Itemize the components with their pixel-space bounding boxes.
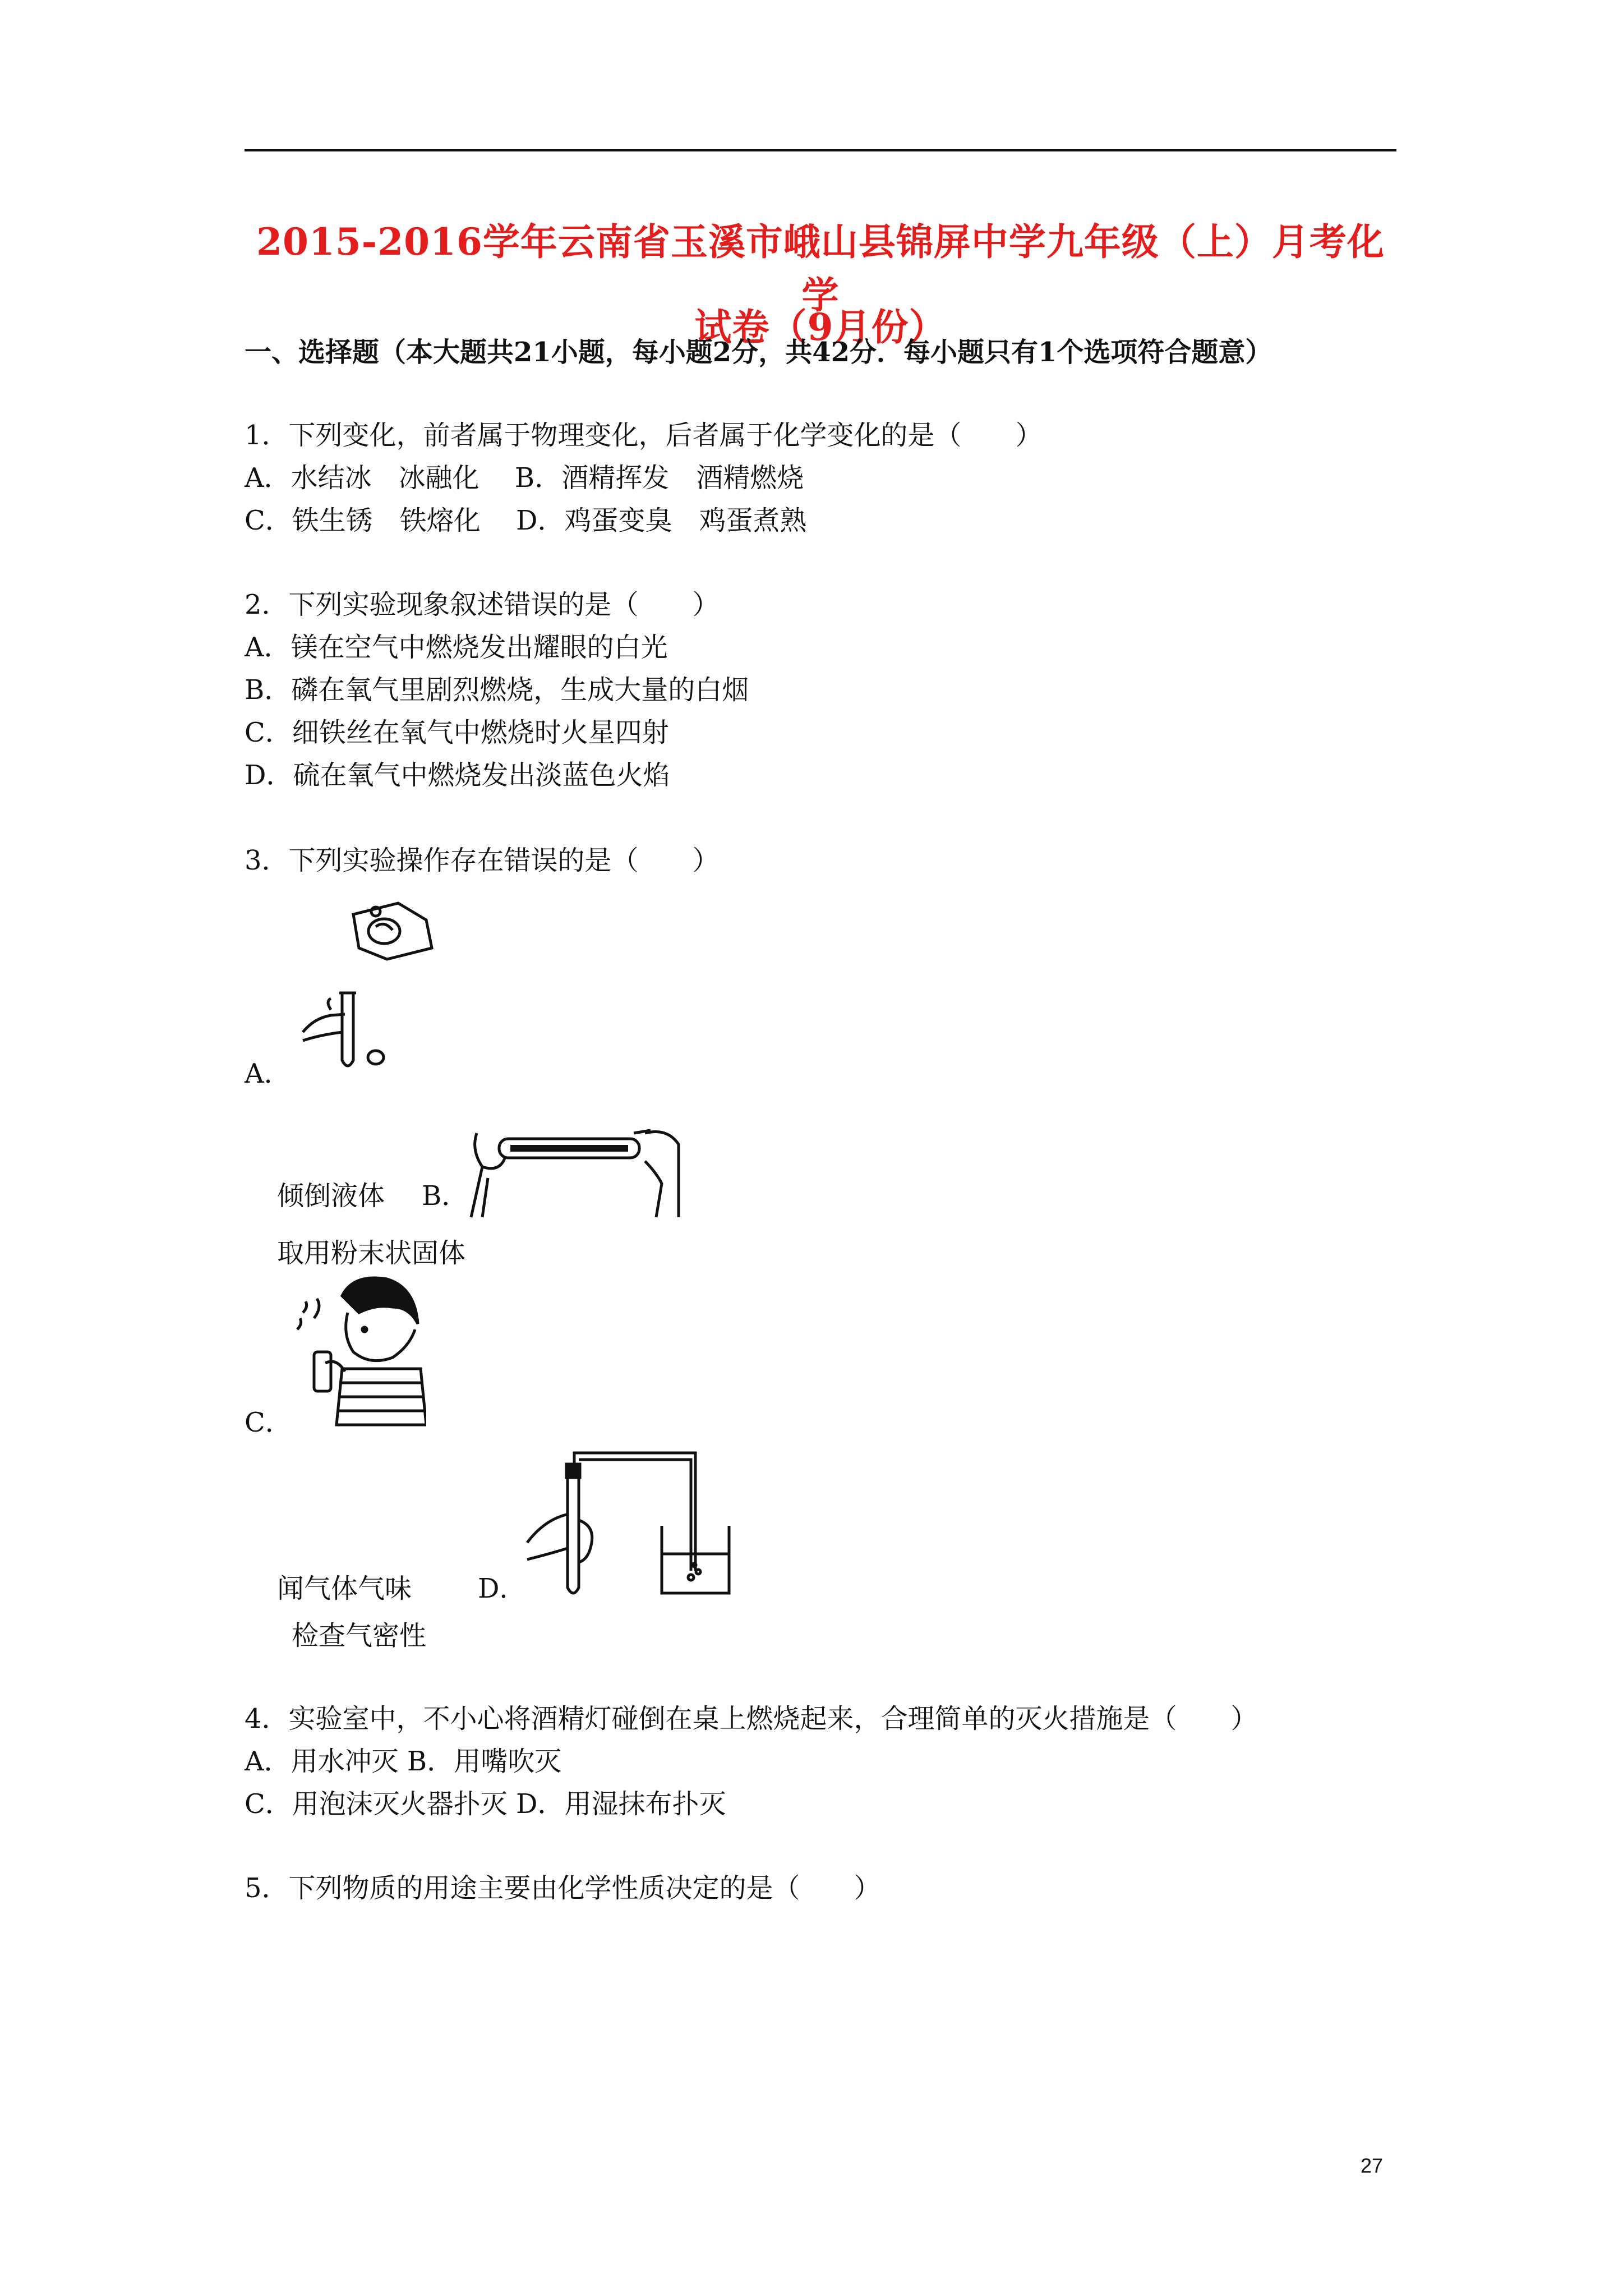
q1-options-cd: C．铁生锈 铁熔化 D．鸡蛋变臭 鸡蛋煮熟 <box>245 505 807 536</box>
document-title-line2: 试卷（9月份） <box>694 305 947 349</box>
document-title-line1: 2015-2016学年云南省玉溪市峨山县锦屏中学九年级（上）月考化学 <box>256 220 1385 317</box>
section-heading: 一、选择题（本大题共21小题，每小题2分，共42分．每小题只有1个选项符合题意） <box>245 337 1272 368</box>
q3-option-c-caption: 闻气体气味 <box>277 1573 412 1604</box>
q1-options-ab: A．水结冰 冰融化 B．酒精挥发 酒精燃烧 <box>245 462 804 494</box>
q5-stem: 5．下列物质的用途主要由化学性质决定的是（ ） <box>245 1872 881 1904</box>
q2-option-d: D．硫在氧气中燃烧发出淡蓝色火焰 <box>245 760 670 791</box>
q4-options-cd: C．用泡沫灭火器扑灭 D．用湿抹布扑灭 <box>245 1788 726 1820</box>
header-rule <box>245 149 1396 151</box>
q3-option-c-label: C． <box>245 1407 292 1438</box>
q3-option-a-caption: 倾倒液体 <box>277 1180 385 1212</box>
q4-options-ab: A．用水冲灭 B．用嘴吹灭 <box>245 1746 562 1777</box>
q2-option-b: B．磷在氧气里剧烈燃烧，生成大量的白烟 <box>245 674 749 706</box>
q4-stem: 4．实验室中，不小心将酒精灯碰倒在桌上燃烧起来，合理简单的灭火措施是（ ） <box>245 1703 1258 1734</box>
q3-stem: 3．下列实验操作存在错误的是（ ） <box>245 845 720 876</box>
q3-option-b-caption: 取用粉末状固体 <box>277 1237 466 1269</box>
pouring-liquid-illustration <box>292 898 454 1077</box>
q3-option-b-label: B． <box>422 1180 469 1212</box>
airtightness-check-illustration <box>516 1447 740 1604</box>
page-number: 27 <box>1361 2154 1384 2177</box>
q3-option-d-caption: 检查气密性 <box>292 1620 427 1651</box>
q2-option-a: A．镁在空气中燃烧发出耀眼的白光 <box>245 632 668 663</box>
powder-sampling-illustration <box>465 1116 690 1228</box>
q2-stem: 2．下列实验现象叙述错误的是（ ） <box>245 589 720 620</box>
q2-option-c: C．细铁丝在氧气中燃烧时火星四射 <box>245 717 669 748</box>
q3-option-a-label: A． <box>245 1058 291 1089</box>
q3-option-d-label: D． <box>478 1573 527 1604</box>
q1-stem: 1．下列变化，前者属于物理变化，后者属于化学变化的是（ ） <box>245 420 1043 451</box>
smelling-gas-illustration <box>292 1273 426 1430</box>
